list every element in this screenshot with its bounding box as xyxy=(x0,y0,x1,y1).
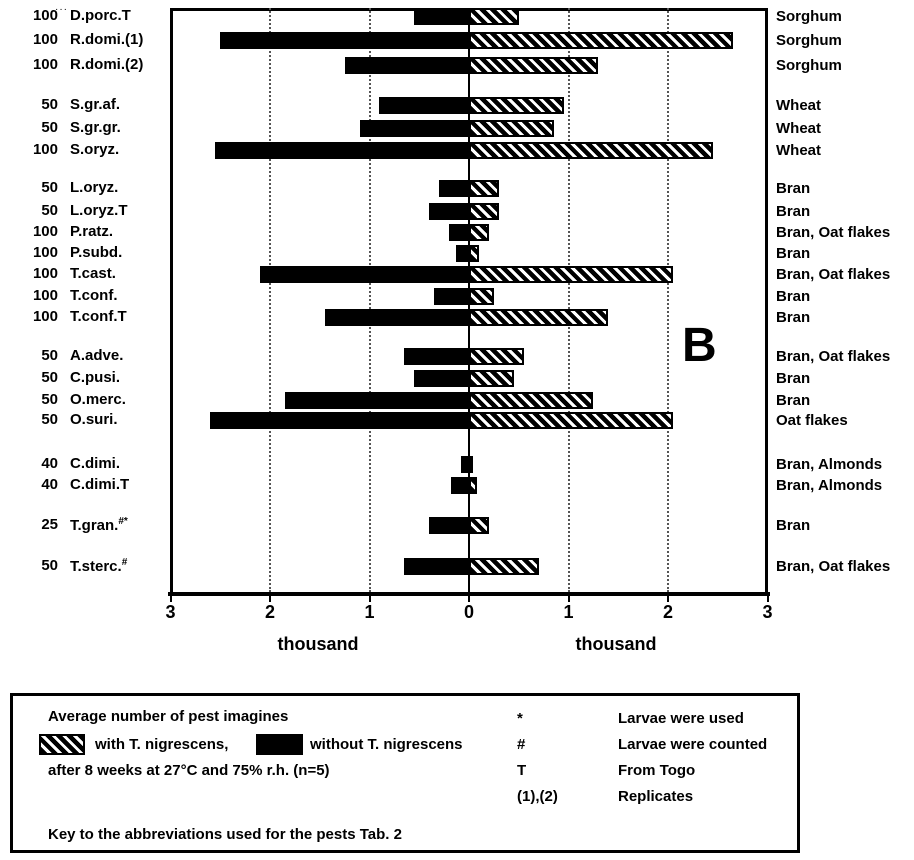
bar-with-nigrescens xyxy=(469,32,733,49)
x-axis-line xyxy=(168,592,770,596)
row-count-label: 50 xyxy=(41,391,58,408)
row-species-label: T.conf. xyxy=(70,287,118,304)
row-species-label: T.conf.T xyxy=(70,308,127,325)
bar-without-nigrescens xyxy=(451,477,469,494)
bar-without-nigrescens xyxy=(414,8,469,25)
row-diet-label: Oat flakes xyxy=(776,412,848,429)
bar-without-nigrescens xyxy=(210,412,469,429)
row-species-label: O.merc. xyxy=(70,391,126,408)
bar-with-nigrescens xyxy=(469,142,713,159)
symbol-replicates: (1),(2) xyxy=(517,788,558,805)
bar-with-nigrescens xyxy=(469,224,489,241)
symbol-asterisk-desc: Larvae were used xyxy=(618,710,744,727)
row-count-label: 50 xyxy=(41,369,58,386)
bar-without-nigrescens xyxy=(220,32,469,49)
bar-without-nigrescens xyxy=(260,266,469,283)
bar-without-nigrescens xyxy=(449,224,469,241)
row-count-label: 100 xyxy=(32,141,58,158)
row-count-label: 100 xyxy=(32,265,58,282)
bar-with-nigrescens xyxy=(469,8,519,25)
row-species-label: S.gr.gr. xyxy=(70,119,121,136)
bar-with-nigrescens xyxy=(469,477,477,494)
row-diet-label: Bran xyxy=(776,392,811,409)
row-diet-label: Bran, Oat flakes xyxy=(776,266,891,283)
bar-with-nigrescens xyxy=(469,348,524,365)
gridline xyxy=(667,8,669,592)
row-species-label: R.domi.(2) xyxy=(70,56,144,73)
row-count-label: 50 xyxy=(41,119,58,136)
bar-with-nigrescens xyxy=(469,517,489,534)
symbol-T: T xyxy=(517,762,527,779)
bar-with-nigrescens xyxy=(469,120,554,137)
symbol-T-desc: From Togo xyxy=(618,762,696,779)
row-species-label: S.oryz. xyxy=(70,141,120,158)
bar-with-nigrescens xyxy=(469,309,608,326)
bar-without-nigrescens xyxy=(429,517,469,534)
legend-symbol-row xyxy=(13,710,797,734)
species-superscript: #* xyxy=(118,516,128,527)
legend-symbol-row xyxy=(13,788,797,812)
row-species-label: R.domi.(1) xyxy=(70,31,144,48)
row-count-label: 25 xyxy=(41,516,58,533)
row-species-label: S.gr.af. xyxy=(70,96,121,113)
row-diet-label: Wheat xyxy=(776,120,821,137)
bar-with-nigrescens xyxy=(469,266,673,283)
row-species-label: C.dimi.T xyxy=(70,476,130,493)
row-diet-label: Bran xyxy=(776,288,811,305)
row-count-label: 50 xyxy=(41,557,58,574)
gridline xyxy=(369,8,371,592)
legend-symbol-row xyxy=(13,736,797,760)
axis-tick-label: 2 xyxy=(662,602,674,622)
legend-symbol-row xyxy=(13,762,797,786)
bar-without-nigrescens xyxy=(360,120,469,137)
bar-without-nigrescens xyxy=(379,97,469,114)
symbol-hash-desc: Larvae were counted xyxy=(618,736,768,753)
bar-with-nigrescens xyxy=(469,57,598,74)
row-count-label: 40 xyxy=(41,476,58,493)
row-species-label: A.adve. xyxy=(70,347,124,364)
axis-unit-right: thousand xyxy=(575,634,657,654)
row-count-label: 40 xyxy=(41,455,58,472)
row-diet-label: Bran, Oat flakes xyxy=(776,224,891,241)
row-species-label: T.gran.#* xyxy=(70,516,128,534)
row-diet-label: Bran, Almonds xyxy=(776,477,883,494)
row-diet-label: Bran xyxy=(776,309,811,326)
row-species-label: D.porc.T xyxy=(70,7,131,24)
row-count-label: 50 xyxy=(41,96,58,113)
row-diet-label: Sorghum xyxy=(776,8,842,25)
symbol-asterisk: * xyxy=(517,710,523,727)
bar-with-nigrescens xyxy=(469,203,499,220)
legend-title: Average number of pest imagines xyxy=(48,708,289,725)
row-species-label: C.pusi. xyxy=(70,369,121,386)
axis-tick-label: 1 xyxy=(563,602,574,622)
row-diet-label: Wheat xyxy=(776,142,821,159)
bar-without-nigrescens xyxy=(345,57,469,74)
symbol-replicates-desc: Replicates xyxy=(618,788,694,805)
axis-tick-label: 1 xyxy=(364,602,375,622)
row-diet-label: Bran xyxy=(776,245,811,262)
bar-with-nigrescens xyxy=(469,412,673,429)
row-diet-label: Bran, Oat flakes xyxy=(776,348,891,365)
row-count-label: 50 xyxy=(41,202,58,219)
row-diet-label: Bran xyxy=(776,517,811,534)
row-species-label: P.ratz. xyxy=(70,223,114,240)
bar-without-nigrescens xyxy=(414,370,469,387)
bar-without-nigrescens xyxy=(325,309,469,326)
bar-without-nigrescens xyxy=(439,180,469,197)
species-superscript: # xyxy=(121,557,128,568)
bar-with-nigrescens xyxy=(469,370,514,387)
row-count-label: 100 xyxy=(32,244,58,261)
row-diet-label: Bran xyxy=(776,180,811,197)
bar-without-nigrescens xyxy=(404,348,469,365)
symbol-hash: # xyxy=(517,736,526,753)
bar-without-nigrescens xyxy=(404,558,469,575)
row-diet-label: Bran xyxy=(776,203,811,220)
row-species-label: C.dimi. xyxy=(70,455,121,472)
row-count-label: 50 xyxy=(41,179,58,196)
legend-without-label: without T. nigrescens xyxy=(310,736,463,753)
row-diet-label: Bran, Oat flakes xyxy=(776,558,891,575)
bar-without-nigrescens xyxy=(215,142,469,159)
legend-with-label: with T. nigrescens, xyxy=(95,736,229,753)
legend-condition: after 8 weeks at 27°C and 75% r.h. (n=5) xyxy=(48,762,330,779)
bar-with-nigrescens xyxy=(469,392,593,409)
axis-unit-left: thousand xyxy=(277,634,359,654)
axis-tick-label: 2 xyxy=(264,602,276,622)
scan-artifact-dots: ··· xyxy=(55,4,68,15)
gridline xyxy=(269,8,271,592)
row-count-label: 100 xyxy=(32,223,58,240)
gridline xyxy=(568,8,570,592)
bar-without-nigrescens xyxy=(429,203,469,220)
row-species-label: P.subd. xyxy=(70,244,123,261)
row-count-label: 100 xyxy=(32,7,58,24)
row-diet-label: Bran xyxy=(776,370,811,387)
bar-with-nigrescens xyxy=(469,97,564,114)
zero-line xyxy=(468,8,470,592)
row-count-label: 100 xyxy=(32,287,58,304)
axis-tick-label: 0 xyxy=(463,602,475,622)
row-species-label: O.suri. xyxy=(70,411,118,428)
bar-with-nigrescens xyxy=(469,288,494,305)
bar-with-nigrescens xyxy=(469,180,499,197)
bar-with-nigrescens xyxy=(469,558,539,575)
row-count-label: 50 xyxy=(41,411,58,428)
row-count-label: 100 xyxy=(32,308,58,325)
row-species-label: L.oryz. xyxy=(70,179,119,196)
axis-tick-label: 3 xyxy=(165,602,176,622)
bar-without-nigrescens xyxy=(285,392,469,409)
row-count-label: 100 xyxy=(32,56,58,73)
legend-footer: Key to the abbreviations used for the pests Tab. 2 xyxy=(48,826,402,843)
row-diet-label: Sorghum xyxy=(776,32,842,49)
row-species-label: T.cast. xyxy=(70,265,116,282)
legend-box xyxy=(10,693,800,853)
row-count-label: 100 xyxy=(32,31,58,48)
row-species-label: L.oryz.T xyxy=(70,202,128,219)
row-species-label: T.sterc.# xyxy=(70,557,128,575)
row-count-label: 50 xyxy=(41,347,58,364)
bar-without-nigrescens xyxy=(434,288,469,305)
bar-with-nigrescens xyxy=(469,245,479,262)
axis-tick-label: 3 xyxy=(762,602,773,622)
panel-label: B xyxy=(682,319,717,372)
row-diet-label: Bran, Almonds xyxy=(776,456,883,473)
row-diet-label: Sorghum xyxy=(776,57,842,74)
row-diet-label: Wheat xyxy=(776,97,821,114)
